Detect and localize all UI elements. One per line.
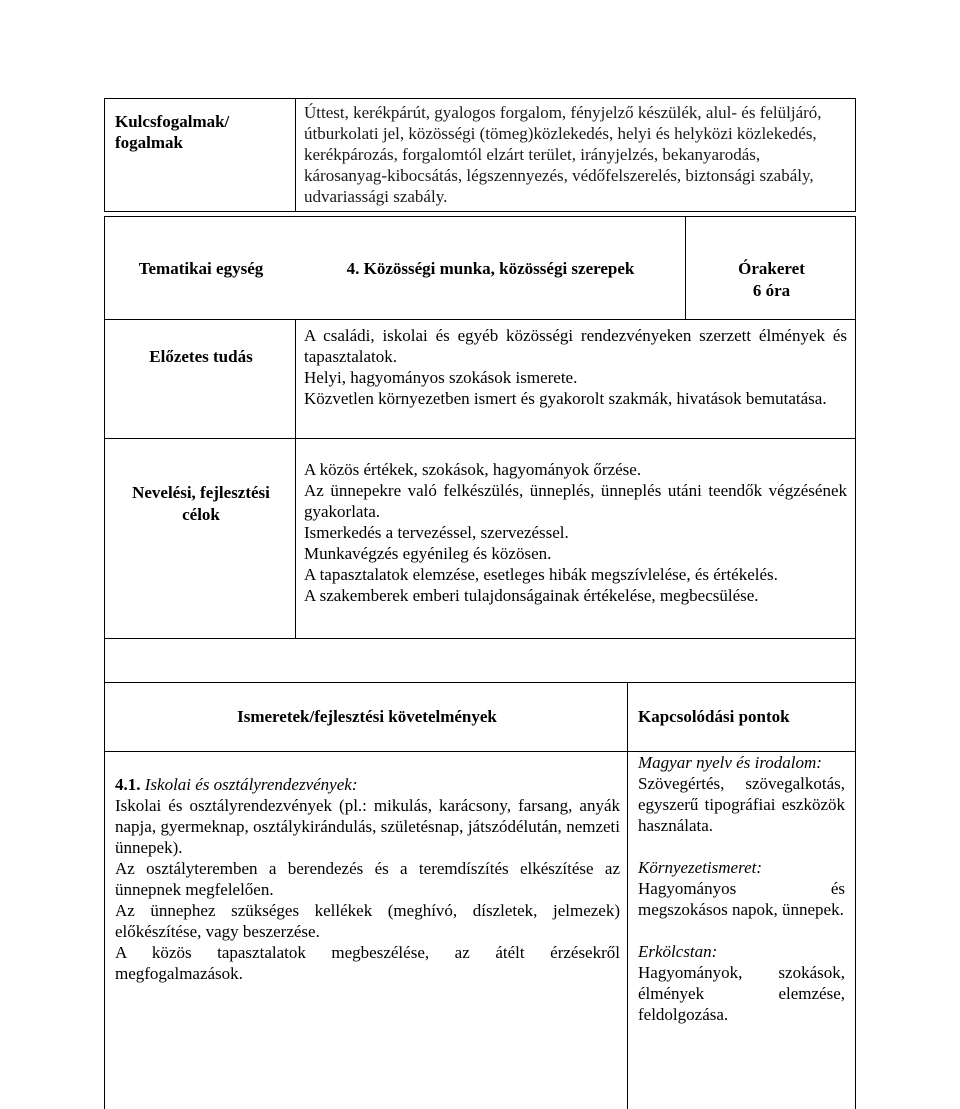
prior-text-cell — [295, 319, 856, 439]
goals-line: A tapasztalatok elemzése, esetleges hibák megszívlelése, és értékelés. — [304, 565, 778, 584]
goals-text-cell — [295, 438, 856, 639]
req-section-num: 4.1. — [115, 775, 141, 794]
goals-line: Az ünnepekre való felkészülés, ünneplés, ünneplés utáni teendők végzésének gyakorlata. — [304, 481, 847, 521]
prior-label-cell — [104, 319, 296, 439]
hours-label: Órakeret — [738, 259, 805, 278]
goals-line: A szakemberek emberi tulajdonságainak értékelése, megbecsülése. — [304, 586, 759, 605]
keywords-label-cell — [104, 98, 296, 212]
keywords-text: Úttest, kerékpárút, gyalogos forgalom, fényjelző készülék, alul- és felüljáró, útburkolati jel, közösségi (tömeg)közlekedés, helyi és helyközi közlekedés, kerékpározás, forgalomtól elzárt terület, irányjelzés, bekanyarodás, károsanyag-kibocsátás, légszennyezés, védőfelszerelés, biztonsági szabály, udvariassági szabály. — [304, 103, 822, 206]
req-section-title: Iskolai és osztályrendezvények: — [144, 775, 358, 794]
req-line: A közös tapasztalatok megbeszélése, az átélt érzésekről megfogalmazások. — [115, 943, 620, 983]
hours-cell — [685, 216, 856, 320]
prior-line: Közvetlen környezetben ismert és gyakorolt szakmák, hivatások bemutatása. — [304, 389, 827, 408]
req-header-right-text: Kapcsolódási pontok — [638, 707, 790, 726]
req-section-heading — [115, 774, 620, 795]
req-header-right — [627, 682, 856, 752]
prior-label: Előzetes tudás — [149, 347, 253, 366]
link-subject: Erkölcstan: — [638, 942, 718, 961]
goals-line: Ismerkedés a tervezéssel, szervezéssel. — [304, 523, 569, 542]
unit-title-cell — [295, 216, 686, 320]
req-line: Az ünnephez szükséges kellékek (meghívó, díszletek, jelmezek) előkészítése, vagy beszerzése. — [115, 901, 620, 941]
goals-line: Munkavégzés egyénileg és közösen. — [304, 544, 552, 563]
unit-label: Tematikai egység — [138, 259, 264, 278]
keywords-label: Kulcsfogalmak/ fogalmak — [115, 112, 230, 152]
req-header-left-text: Ismeretek/fejlesztési követelmények — [237, 707, 497, 726]
prior-line: A családi, iskolai és egyéb közösségi rendezvényeken szerzett élmények és tapasztalatok. — [304, 326, 847, 366]
link-text: Hagyományos és megszokásos napok, ünnepek. — [638, 879, 845, 919]
req-body-right — [627, 751, 856, 1109]
req-header-left — [104, 682, 628, 752]
link-subject: Magyar nyelv és irodalom: — [638, 753, 822, 772]
req-body-left — [104, 751, 628, 1109]
unit-title: 4. Közösségi munka, közösségi szerepek — [346, 259, 635, 278]
unit-label-cell — [104, 216, 296, 320]
link-text: Hagyományok, szokások, élmények elemzése, feldolgozása. — [638, 963, 845, 1024]
prior-line: Helyi, hagyományos szokások ismerete. — [304, 368, 578, 387]
keywords-text-cell — [295, 98, 856, 212]
goals-line: A közös értékek, szokások, hagyományok őrzése. — [304, 460, 642, 479]
goals-label-cell — [104, 438, 296, 639]
link-subject: Környezetismeret: — [638, 858, 763, 877]
req-line: Iskolai és osztályrendezvények (pl.: mikulás, karácsony, farsang, anyák napja, gyermeknap, osztálykirándulás, születésnap, játszódélután, nemzeti ünnepek). — [115, 796, 620, 857]
link-text: Szövegértés, szövegalkotás, egyszerű tipográfiai eszközök használata. — [638, 774, 845, 835]
goals-label: Nevelési, fejlesztési célok — [132, 483, 270, 524]
req-line: Az osztályteremben a berendezés és a teremdíszítés elkészítése az ünnepnek megfelelően. — [115, 859, 620, 899]
spacer-row — [104, 638, 856, 683]
hours-value: 6 óra — [752, 281, 791, 300]
